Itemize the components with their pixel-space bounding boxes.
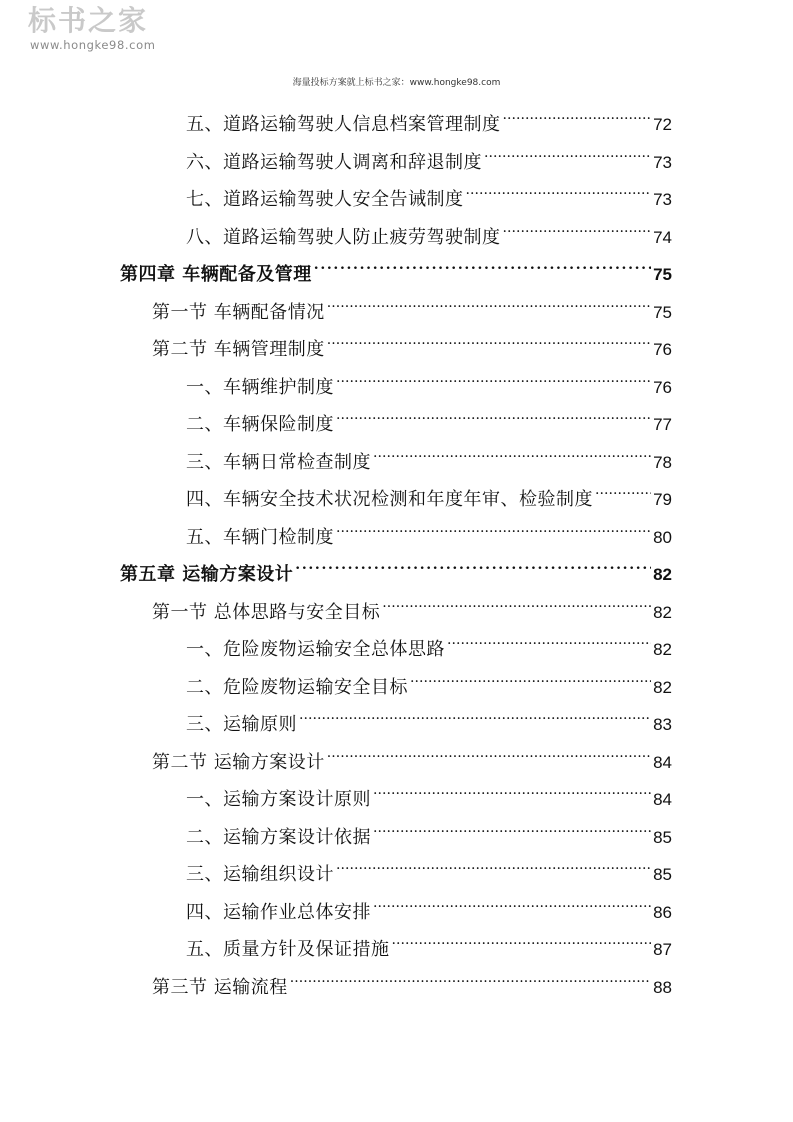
toc-section-entry[interactable] [152, 325, 672, 360]
toc-dot-leader [382, 588, 651, 618]
toc-dot-leader [336, 850, 651, 880]
toc-item-entry[interactable] [186, 475, 672, 510]
toc-dot-leader [503, 213, 652, 243]
toc-entry-label: 五、车辆门检制度 [186, 526, 334, 548]
toc-entry-label: 第四章 车辆配备及管理 [120, 264, 312, 285]
toc-page-number: 74 [653, 227, 672, 247]
toc-page-number: 83 [653, 715, 672, 734]
toc-dot-leader [373, 813, 651, 843]
toc-dot-leader [466, 175, 652, 205]
toc-page-number: 84 [653, 752, 672, 772]
toc-page-number: 78 [653, 452, 672, 472]
toc-entry-label: 三、运输原则 [186, 714, 297, 735]
toc-page-number: 82 [653, 640, 672, 659]
toc-item-entry[interactable] [186, 438, 672, 473]
toc-entry-label: 八、道路运输驾驶人防止疲劳驾驶制度 [186, 226, 501, 248]
toc-entry-label: 第一节 车辆配备情况 [152, 301, 325, 323]
site-logo [28, 4, 168, 54]
toc-dot-leader [327, 325, 651, 355]
toc-item-entry[interactable] [186, 700, 672, 735]
toc-entry-label: 三、运输组织设计 [186, 864, 334, 885]
toc-entry-label: 一、车辆维护制度 [186, 376, 334, 398]
toc-entry-label: 二、车辆保险制度 [186, 414, 334, 435]
toc-dot-leader [373, 775, 651, 805]
toc-page-number: 80 [653, 527, 672, 547]
toc-item-entry[interactable] [186, 925, 672, 960]
toc-entry-label: 一、运输方案设计原则 [186, 789, 371, 810]
logo-title: 标书之家 [28, 4, 149, 37]
toc-page-number: 82 [653, 565, 672, 584]
toc-dot-leader [447, 625, 651, 655]
toc-page-number: 85 [653, 865, 672, 884]
toc-entry-label: 二、运输方案设计依据 [186, 826, 371, 848]
toc-dot-leader [373, 438, 651, 468]
toc-entry-label: 三、车辆日常检查制度 [186, 451, 371, 473]
toc-page-number: 76 [653, 340, 672, 359]
toc-dot-leader [373, 888, 651, 918]
toc-dot-leader [392, 925, 652, 955]
toc-dot-leader [299, 700, 651, 730]
toc-item-entry[interactable] [186, 363, 672, 398]
toc-chapter-entry[interactable] [120, 250, 672, 285]
toc-page-number: 87 [653, 940, 672, 959]
toc-entry-label: 第二节 车辆管理制度 [152, 339, 325, 360]
toc-dot-leader [327, 288, 651, 318]
toc-item-entry[interactable] [186, 400, 672, 435]
toc-dot-leader [336, 400, 651, 430]
toc-dot-leader [410, 663, 651, 693]
toc-dot-leader [595, 475, 651, 505]
toc-page-number: 75 [653, 265, 672, 284]
toc-entry-label: 一、危险废物运输安全总体思路 [186, 639, 445, 660]
toc-entry-label: 第二节 运输方案设计 [152, 751, 325, 773]
toc-dot-leader [327, 738, 651, 768]
toc-item-entry[interactable] [186, 100, 672, 135]
toc-dot-leader [314, 250, 651, 280]
toc-entry-label: 第一节 总体思路与安全目标 [152, 601, 381, 623]
toc-section-entry[interactable] [152, 963, 672, 998]
toc-page-number: 86 [653, 902, 672, 922]
toc-entry-label: 四、车辆安全技术状况检测和年度年审、检验制度 [186, 489, 593, 510]
toc-page-number: 85 [653, 827, 672, 847]
toc-page-number: 73 [653, 152, 672, 172]
toc-item-entry[interactable] [186, 175, 672, 210]
toc-dot-leader [290, 963, 651, 993]
toc-section-entry[interactable] [152, 288, 672, 323]
toc-entry-label: 四、运输作业总体安排 [186, 901, 371, 923]
toc-item-entry[interactable] [186, 813, 672, 848]
toc-entry-label: 二、危险废物运输安全目标 [186, 676, 408, 698]
toc-entry-label: 第五章 运输方案设计 [120, 564, 294, 585]
toc-entry-label: 五、质量方针及保证措施 [186, 939, 390, 960]
toc-page-number: 73 [653, 190, 672, 209]
logo-url: www.hongke98.com [30, 38, 156, 52]
toc-page-number: 84 [653, 790, 672, 809]
toc-item-entry[interactable] [186, 213, 672, 248]
toc-page-number: 72 [653, 115, 672, 134]
toc-page-number: 77 [653, 415, 672, 434]
toc-page-number: 76 [653, 377, 672, 397]
toc-page-number: 88 [653, 977, 672, 997]
toc-item-entry[interactable] [186, 625, 672, 660]
toc-item-entry[interactable] [186, 138, 672, 173]
toc-dot-leader [295, 550, 651, 580]
toc-entry-label: 第三节 运输流程 [152, 976, 288, 998]
toc-dot-leader [503, 100, 652, 130]
header-note: 海量投标方案就上标书之家：www.hongke98.com [292, 78, 501, 88]
toc-chapter-entry[interactable] [120, 550, 672, 585]
toc-entry-label: 七、道路运输驾驶人安全告诫制度 [186, 189, 464, 210]
toc-page-number: 75 [653, 302, 672, 322]
toc-dot-leader [336, 363, 651, 393]
toc-item-entry[interactable] [186, 663, 672, 698]
toc-section-entry[interactable] [152, 738, 672, 773]
toc-item-entry[interactable] [186, 513, 672, 548]
toc-dot-leader [484, 138, 651, 168]
toc-entry-label: 五、道路运输驾驶人信息档案管理制度 [186, 114, 501, 135]
toc-section-entry[interactable] [152, 588, 672, 623]
toc-item-entry[interactable] [186, 888, 672, 923]
toc-entry-label: 六、道路运输驾驶人调离和辞退制度 [186, 151, 482, 173]
toc-page-number: 79 [653, 490, 672, 509]
toc-dot-leader [336, 513, 651, 543]
toc-item-entry[interactable] [186, 850, 672, 885]
toc-page-number: 82 [653, 602, 672, 622]
toc-page-number: 82 [653, 677, 672, 697]
toc-item-entry[interactable] [186, 775, 672, 810]
